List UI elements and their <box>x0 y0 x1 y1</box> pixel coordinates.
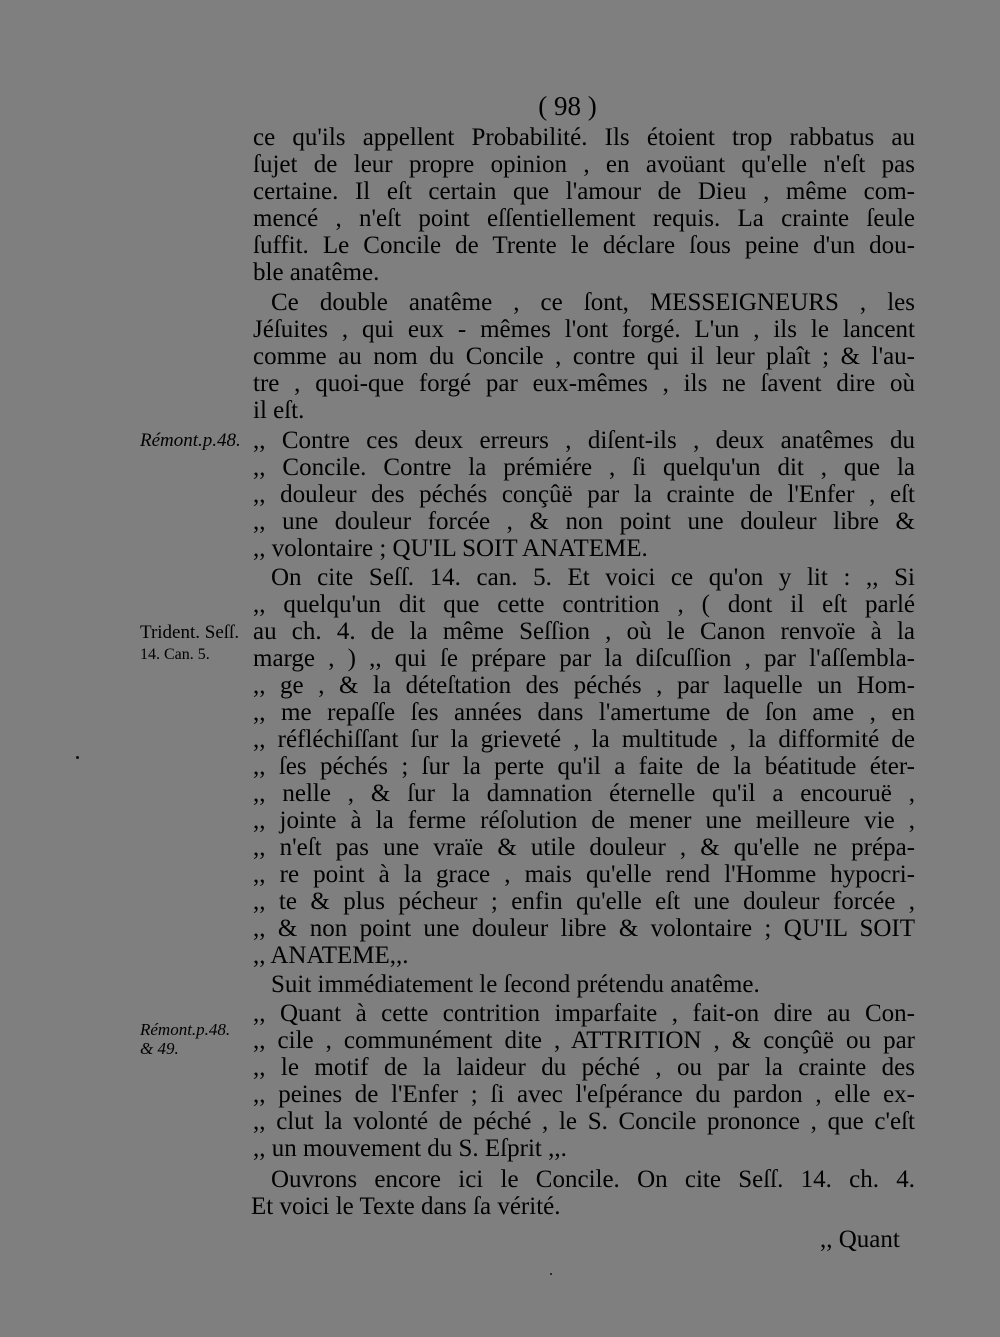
text-line: Jéſuites , qui eux - mêmes l'ont forgé. L'un , ils le lancent <box>253 316 915 343</box>
text-line: tre , quoi-que forgé par eux-mêmes , ils ne ſavent dire où <box>253 370 915 397</box>
margin-note: & 49. <box>140 1039 179 1058</box>
text-line: ,, Contre ces deux erreurs , diſent-ils , deux anatêmes du <box>253 427 915 454</box>
margin-note: Rémont.p.48. <box>140 1020 231 1039</box>
text-line: ,, un mouvement du S. Eſprit ,,. <box>253 1135 567 1162</box>
text-line: ,, le motif de la laideur du péché , ou par la crainte des <box>253 1054 915 1081</box>
text-line: comme au nom du Concile , contre qui il leur plaît ; & l'au- <box>253 343 915 370</box>
text-line: ,, peines de l'Enfer ; ſi avec l'eſpérance du pardon , elle ex- <box>253 1081 915 1108</box>
text-line: Suit immédiatement le ſecond prétendu anatême. <box>271 971 760 998</box>
ink-speck <box>550 1273 552 1275</box>
text-line: ,, Quant à cette contrition imparfaite , fait-on dire au Con- <box>253 1000 915 1027</box>
text-line: ble anatême. <box>253 259 380 286</box>
text-line: ,, Concile. Contre la prémiére , ſi quelqu'un dit , que la <box>253 454 915 481</box>
text-line: Et voici le Texte dans ſa vérité. <box>251 1193 561 1220</box>
text-line: ,, ſes péchés ; ſur la perte qu'il a faite de la béatitude éter- <box>253 753 915 780</box>
ink-speck <box>76 756 79 759</box>
text-line: ,, me repaſſe ſes années dans l'amertume de ſon ame , en <box>253 699 915 726</box>
text-line: ,, clut la volonté de péché , le S. Concile prononce , que c'eſt <box>253 1108 915 1135</box>
text-line: ,, jointe à la ferme réſolution de mener une meilleure vie , <box>253 807 915 834</box>
text-line: ,, te & plus pécheur ; enfin qu'elle eſt une douleur forcée , <box>253 888 915 915</box>
text-line: ,, & non point une douleur libre & volontaire ; QU'IL SOIT <box>253 915 915 942</box>
text-line: certaine. Il eſt certain que l'amour de Dieu , même com- <box>253 178 915 205</box>
text-line: ,, douleur des péchés conçûë par la crainte de l'Enfer , eſt <box>253 481 915 508</box>
text-line: ,, réfléchiſſant ſur la grieveté , la multitude , la difformité de <box>253 726 915 753</box>
text-line: mencé , n'eſt point eſſentiellement requis. La crainte ſeule <box>253 205 915 232</box>
text-line: ,, nelle , & ſur la damnation éternelle qu'il a encouruë , <box>253 780 915 807</box>
margin-note: 14. Can. 5. <box>140 646 210 663</box>
text-line: ſujet de leur propre opinion , en avoüant qu'elle n'eſt pas <box>253 151 915 178</box>
text-line: ,, volontaire ; QU'IL SOIT ANATEME. <box>253 535 648 562</box>
text-line: ,, re point à la grace , mais qu'elle rend l'Homme hypocri- <box>253 861 915 888</box>
text-line: ,, ANATEME,,. <box>253 942 409 969</box>
text-line: Ce double anatême , ce ſont, MESSEIGNEURS , les <box>271 289 915 316</box>
text-line: marge , ) ,, qui ſe prépare par la diſcuſſion , par l'aſſembla- <box>253 645 915 672</box>
page-number: ( 98 ) <box>538 91 597 121</box>
text-line: ,, cile , communément dite , ATTRITION , & conçûë ou par <box>253 1027 915 1054</box>
text-line: Ouvrons encore ici le Concile. On cite Seſſ. 14. ch. 4. <box>271 1166 915 1193</box>
text-line: il eſt. <box>253 397 305 424</box>
text-line: ,, une douleur forcée , & non point une douleur libre & <box>253 508 915 535</box>
text-line: ,, n'eſt pas une vraïe & utile douleur , & qu'elle ne prépa- <box>253 834 915 861</box>
text-line: au ch. 4. de la même Seſſion , où le Canon renvoïe à la <box>253 618 915 645</box>
margin-note: Trident. Seſſ. <box>140 622 240 643</box>
text-line: ,, ge , & la déteſtation des péchés , par laquelle un Hom- <box>253 672 915 699</box>
text-line: On cite Seſſ. 14. can. 5. Et voici ce qu'on y lit : ,, Si <box>271 564 915 591</box>
text-line: ſuffit. Le Concile de Trente le déclare ſous peine d'un dou- <box>253 232 915 259</box>
text-line: ce qu'ils appellent Probabilité. Ils étoient trop rabbatus au <box>253 124 915 151</box>
catchword: ,, Quant <box>820 1226 900 1253</box>
margin-note: Rémont.p.48. <box>140 430 241 451</box>
text-line: ,, quelqu'un dit que cette contrition , ( dont il eſt parlé <box>253 591 915 618</box>
